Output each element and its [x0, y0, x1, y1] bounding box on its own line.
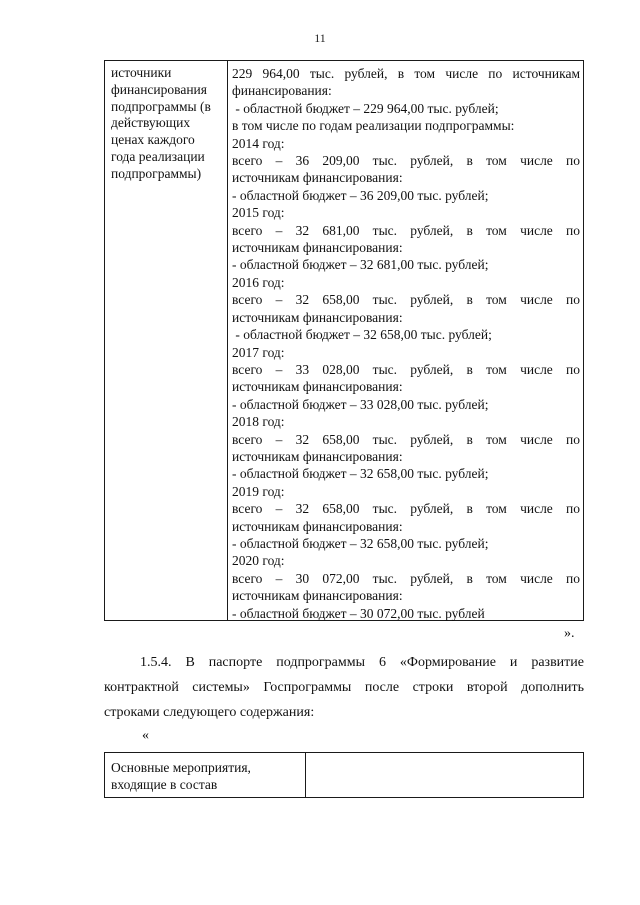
value-line: источникам финансирования:: [232, 170, 403, 186]
funding-label-cell: [111, 65, 223, 183]
value-line: всего – 30 072,00 тыс. рублей, в том числе по: [232, 570, 580, 586]
value-line: источникам финансирования:: [232, 448, 403, 464]
table-column-divider: [305, 753, 306, 797]
value-line: источникам финансирования:: [232, 379, 403, 395]
value-line: всего – 36 209,00 тыс. рублей, в том числе по: [232, 153, 580, 169]
value-line: в том числе по годам реализации подпрограммы:: [232, 118, 515, 134]
value-line: источникам финансирования:: [232, 518, 403, 534]
year-heading: 2016 год:: [232, 274, 285, 290]
value-line: источникам финансирования:: [232, 240, 403, 256]
value-line: 229 964,00 тыс. рублей, в том числе по источникам: [232, 66, 580, 81]
amendment-paragraph: [104, 650, 584, 725]
value-line: - областной бюджет – 32 681,00 тыс. рублей;: [232, 257, 489, 273]
value-line: - областной бюджет – 32 658,00 тыс. рублей;: [232, 535, 489, 551]
year-heading: 2014 год:: [232, 135, 285, 151]
closing-quote: ».: [564, 626, 575, 641]
value-line: - областной бюджет – 30 072,00 тыс. рублей: [232, 605, 485, 621]
opening-quote: «: [142, 728, 149, 743]
funding-value-cell: [232, 65, 580, 622]
label-line: ценах каждого: [111, 132, 195, 148]
page-number: 11: [314, 31, 326, 45]
label-line: входящие в состав: [111, 777, 218, 792]
label-line: подпрограммы): [111, 165, 202, 181]
value-line: - областной бюджет – 32 658,00 тыс. рублей;: [232, 466, 489, 482]
value-line: источникам финансирования:: [232, 309, 403, 325]
value-line: всего – 33 028,00 тыс. рублей, в том числе по: [232, 361, 580, 377]
year-heading: 2017 год:: [232, 344, 285, 360]
table-column-divider: [227, 61, 228, 620]
label-line: источники: [111, 65, 172, 80]
activities-table: [104, 752, 584, 798]
year-heading: 2018 год:: [232, 414, 285, 430]
year-heading: 2015 год:: [232, 205, 285, 221]
label-line: года реализации: [111, 148, 205, 164]
paragraph-line: контрактной системы» Госпрограммы после строки второй дополнить: [104, 680, 584, 695]
paragraph-line: строками следующего содержания:: [104, 705, 315, 720]
funding-table: [104, 60, 584, 621]
activities-label-cell: [111, 759, 301, 793]
value-line: всего – 32 681,00 тыс. рублей, в том числе по: [232, 222, 580, 238]
year-heading: 2019 год:: [232, 483, 285, 499]
label-line: подпрограммы (в: [111, 98, 211, 114]
label-line: финансирования: [111, 81, 207, 97]
label-line: Основные мероприятия,: [111, 760, 251, 775]
value-line: - областной бюджет – 229 964,00 тыс. рублей;: [232, 100, 499, 116]
value-line: - областной бюджет – 32 658,00 тыс. рублей;: [232, 327, 492, 343]
value-line: финансирования:: [232, 83, 332, 99]
year-heading: 2020 год:: [232, 553, 285, 569]
value-line: источникам финансирования:: [232, 588, 403, 604]
value-line: - областной бюджет – 33 028,00 тыс. рублей;: [232, 396, 489, 412]
value-line: - областной бюджет – 36 209,00 тыс. рублей;: [232, 187, 489, 203]
value-line: всего – 32 658,00 тыс. рублей, в том числе по: [232, 292, 580, 308]
label-line: действующих: [111, 115, 191, 131]
value-line: всего – 32 658,00 тыс. рублей, в том числе по: [232, 501, 580, 517]
paragraph-line: 1.5.4. В паспорте подпрограммы 6 «Формирование и развитие: [140, 655, 584, 670]
value-line: всего – 32 658,00 тыс. рублей, в том числе по: [232, 431, 580, 447]
